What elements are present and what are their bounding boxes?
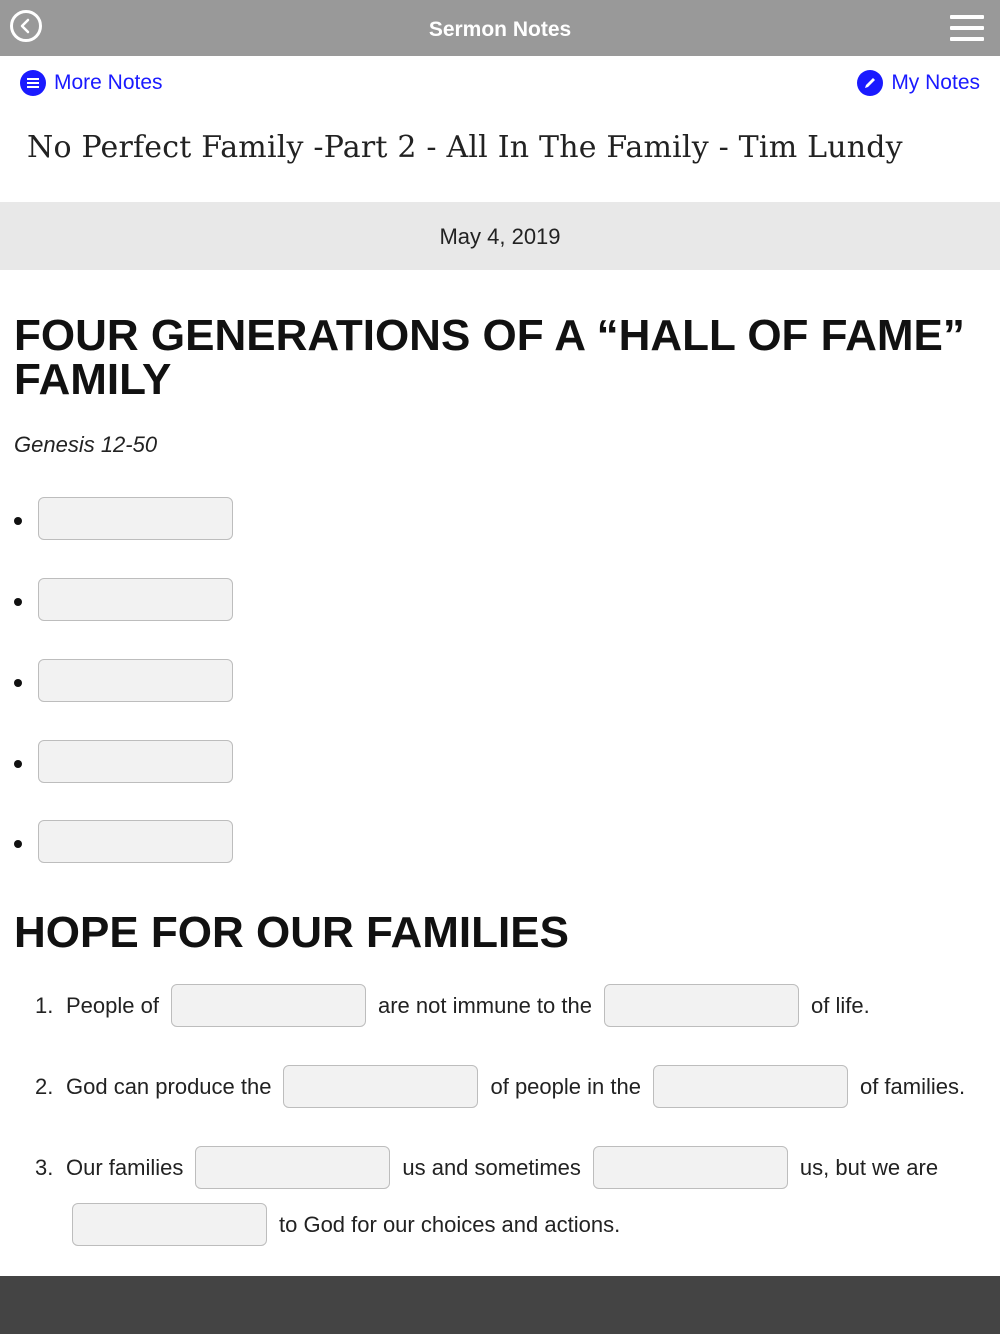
item-text: us and sometimes xyxy=(402,1154,581,1180)
fill-in-blank[interactable] xyxy=(604,984,799,1027)
item-text: Our families xyxy=(66,1154,184,1180)
numbered-item-continuation xyxy=(72,1203,620,1246)
sermon-date: May 4, 2019 xyxy=(0,202,1000,270)
fill-in-blank[interactable] xyxy=(38,578,233,621)
item-text: are not immune to the xyxy=(377,992,592,1018)
pencil-icon xyxy=(857,70,883,96)
bullet xyxy=(14,840,22,848)
section-heading: HOPE FOR OUR FAMILIES xyxy=(14,908,569,957)
item-number: 3. xyxy=(35,1154,54,1180)
list-item xyxy=(14,497,233,540)
fill-in-blank[interactable] xyxy=(171,984,366,1027)
bullet xyxy=(14,517,22,525)
list-icon xyxy=(20,70,46,96)
item-number: 1. xyxy=(35,992,54,1018)
item-text: People of xyxy=(66,992,159,1018)
section-heading: FOUR GENERATIONS OF A “HALL OF FAME” FAMILY xyxy=(14,311,965,404)
more-notes-link[interactable] xyxy=(20,70,163,96)
fill-in-blank[interactable] xyxy=(38,497,233,540)
bullet xyxy=(14,760,22,768)
numbered-item xyxy=(35,1146,938,1189)
fill-in-blank[interactable] xyxy=(195,1146,390,1189)
item-text: of families. xyxy=(859,1073,966,1099)
sermon-title: No Perfect Family -Part 2 - All In The Family - Tim Lundy xyxy=(27,130,903,165)
fill-in-blank[interactable] xyxy=(38,659,233,702)
bullet xyxy=(14,598,22,606)
list-item xyxy=(14,820,233,863)
item-text: us, but we are xyxy=(799,1154,939,1180)
item-text: God can produce the xyxy=(66,1073,272,1099)
bullet xyxy=(14,679,22,687)
page-title: Sermon Notes xyxy=(428,18,572,41)
hamburger-menu-icon[interactable] xyxy=(950,15,984,43)
list-item xyxy=(14,578,233,621)
item-text: to God for our choices and actions. xyxy=(279,1211,621,1237)
item-text: of people in the xyxy=(490,1073,641,1099)
item-text: of life. xyxy=(810,992,870,1018)
item-number: 2. xyxy=(35,1073,54,1099)
my-notes-label: My Notes xyxy=(891,71,980,94)
scripture-reference: Genesis 12-50 xyxy=(14,432,158,457)
fill-in-blank[interactable] xyxy=(72,1203,267,1246)
numbered-item xyxy=(35,984,870,1027)
fill-in-blank[interactable] xyxy=(38,740,233,783)
more-notes-label: More Notes xyxy=(54,71,163,94)
my-notes-link[interactable] xyxy=(857,70,980,96)
fill-in-blank[interactable] xyxy=(593,1146,788,1189)
numbered-item xyxy=(35,1065,965,1108)
nav-links xyxy=(0,56,1000,112)
footer-bar xyxy=(0,1276,1000,1334)
fill-in-blank[interactable] xyxy=(38,820,233,863)
list-item xyxy=(14,740,233,783)
list-item xyxy=(14,659,233,702)
top-bar xyxy=(0,0,1000,56)
fill-in-blank[interactable] xyxy=(283,1065,478,1108)
fill-in-blank[interactable] xyxy=(653,1065,848,1108)
